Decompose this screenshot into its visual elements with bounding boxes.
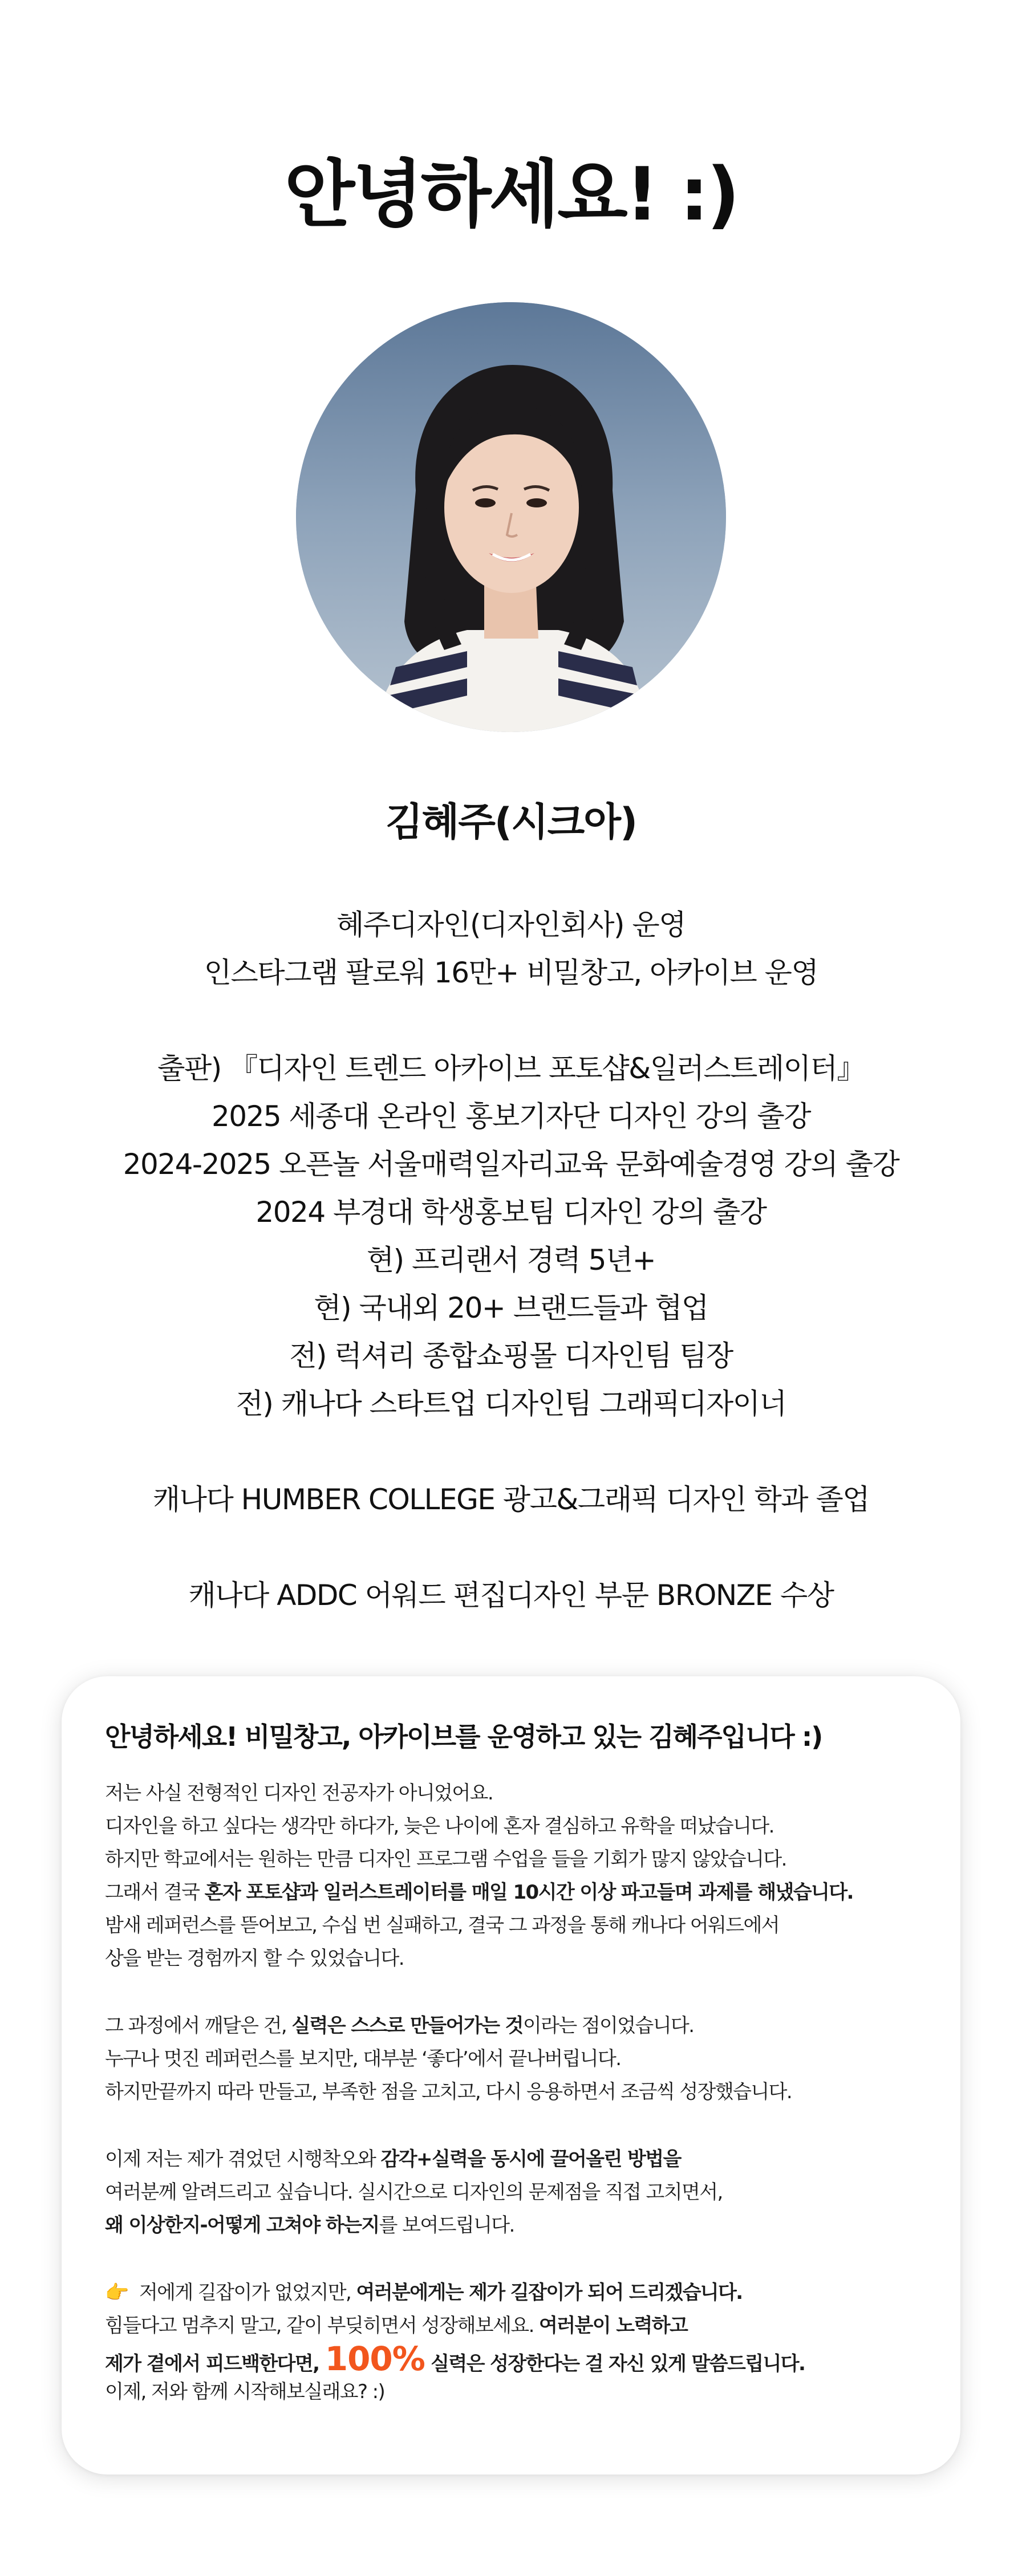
- text-line: [105, 2209, 943, 2242]
- text-segment: 힘들다고 멈추지 말고, 같이 부딪히면서 성장해보세요.: [105, 2314, 540, 2337]
- card-heading: 안녕하세요! 비밀창고, 아카이브를 운영하고 있는 김혜주입니다 :): [105, 1721, 822, 1752]
- card-body: [105, 1777, 943, 2443]
- text-line: 상을 받는 경험까지 할 수 있었습니다.: [105, 1947, 404, 1970]
- text-segment: 이라는 점이었습니다.: [522, 2014, 694, 2037]
- paragraph-invitation: [105, 2276, 943, 2408]
- text-line: [105, 2143, 943, 2176]
- text-line: 하지만끝까지 따라 만들고, 부족한 점을 고치고, 다시 응용하면서 조금씩 성장했습니다.: [105, 2081, 792, 2103]
- text-line: 디자인을 하고 싶다는 생각만 하다가, 늦은 나이에 혼자 결심하고 유학을 떠났습니다.: [105, 1815, 774, 1838]
- highlight-text: 여러분에게는 제가 길잡이가 되어 드리겠습니다.: [356, 2281, 743, 2304]
- paragraph-realization: [105, 2009, 943, 2108]
- bio-line: 인스타그램 팔로워 16만+ 비밀창고, 아카이브 운영: [204, 956, 818, 989]
- bio-line: 혜주디자인(디자인회사) 운영: [336, 908, 686, 941]
- text-segment: 이제 저는 제가 겪었던 시행착오와: [105, 2148, 381, 2171]
- highlight-text: 혼자 포토샵과 일러스트레이터를 매일 10시간 이상 파고들며 과제를 해냈습니다.: [204, 1881, 853, 1904]
- paragraph-background: [105, 1777, 943, 1975]
- text-line: [105, 2276, 943, 2309]
- percent-highlight: 100%: [325, 2339, 425, 2378]
- bio-line: 전) 캐나다 스타트업 디자인팀 그래픽디자이너: [236, 1387, 786, 1420]
- bio-line: 2024 부경대 학생홍보팀 디자인 강의 출강: [256, 1196, 766, 1229]
- text-segment: 를 보여드립니다.: [379, 2214, 514, 2237]
- bio-spacer: [0, 997, 1022, 1045]
- highlight-text: 실력은 스스로 만들어가는 것: [291, 2014, 523, 2037]
- highlight-text: 실력은 성장한다는 걸 자신 있게 말씀드립니다.: [424, 2352, 805, 2375]
- bio-line: 2024-2025 오픈놀 서울매력일자리교육 문화예술경영 강의 출강: [123, 1148, 899, 1181]
- text-line: 이제, 저와 함께 시작해보실래요? :): [105, 2380, 385, 2403]
- text-segment: 그래서 결국: [105, 1881, 205, 1904]
- text-line: [105, 1876, 943, 1909]
- text-segment: 저에게 길잡이가 없었지만,: [133, 2281, 356, 2304]
- bio-line: 출판) 『디자인 트렌드 아카이브 포토샵&일러스트레이터』: [157, 1052, 865, 1085]
- highlight-text: 여러분이 노력하고: [539, 2314, 688, 2337]
- text-line: 누구나 멋진 레퍼런스를 보지만, 대부분 ‘좋다’에서 끝나버립니다.: [105, 2047, 621, 2070]
- bio-line: 전) 럭셔리 종합쇼핑몰 디자인팀 팀장: [289, 1339, 733, 1372]
- avatar: [296, 302, 726, 732]
- highlight-text: 감각+실력을 동시에 끌어올린 방법을: [380, 2148, 681, 2171]
- text-line: [105, 2309, 943, 2342]
- bio-line: 현) 국내외 20+ 브랜드들과 협업: [314, 1291, 708, 1324]
- text-segment: 그 과정에서 깨달은 건,: [105, 2014, 292, 2037]
- text-line: 여러분께 알려드리고 싶습니다. 실시간으로 디자인의 문제점을 직접 고치면서,: [105, 2181, 723, 2204]
- text-line: 하지만 학교에서는 원하는 만큼 디자인 프로그램 수업을 들을 기회가 많지 않았습니다.: [105, 1848, 786, 1871]
- intro-card: [62, 1676, 960, 2475]
- highlight-text: 왜 이상한지-어떻게 고쳐야 하는지: [105, 2214, 379, 2237]
- bio-line: 2025 세종대 온라인 홍보기자단 디자인 강의 출강: [211, 1100, 810, 1133]
- bio-section: [0, 901, 1022, 1619]
- portrait-image: [296, 302, 726, 732]
- profile-name: 김혜주(시크아): [385, 800, 637, 845]
- bio-award: 캐나다 ADDC 어워드 편집디자인 부문 BRONZE 수상: [188, 1579, 834, 1612]
- text-line: 저는 사실 전형적인 디자인 전공자가 아니었어요.: [105, 1782, 493, 1805]
- paragraph-method: [105, 2143, 943, 2242]
- bio-line: 현) 프리랜서 경력 5년+: [366, 1244, 656, 1277]
- highlight-text: 제가 곁에서 피드백한다면,: [105, 2352, 325, 2375]
- bio-spacer: [0, 1523, 1022, 1571]
- greeting-title: 안녕하세요! :): [284, 152, 738, 237]
- bio-education: 캐나다 HUMBER COLLEGE 광고&그래픽 디자인 학과 졸업: [152, 1483, 870, 1516]
- text-line: [105, 2339, 943, 2378]
- text-line: 밤새 레퍼런스를 뜯어보고, 수십 번 실패하고, 결국 그 과정을 통해 캐나다 어워드에서: [105, 1914, 779, 1937]
- text-line: [105, 2009, 943, 2042]
- bio-spacer: [0, 1428, 1022, 1476]
- pointing-hand-icon: 👉: [105, 2281, 128, 2304]
